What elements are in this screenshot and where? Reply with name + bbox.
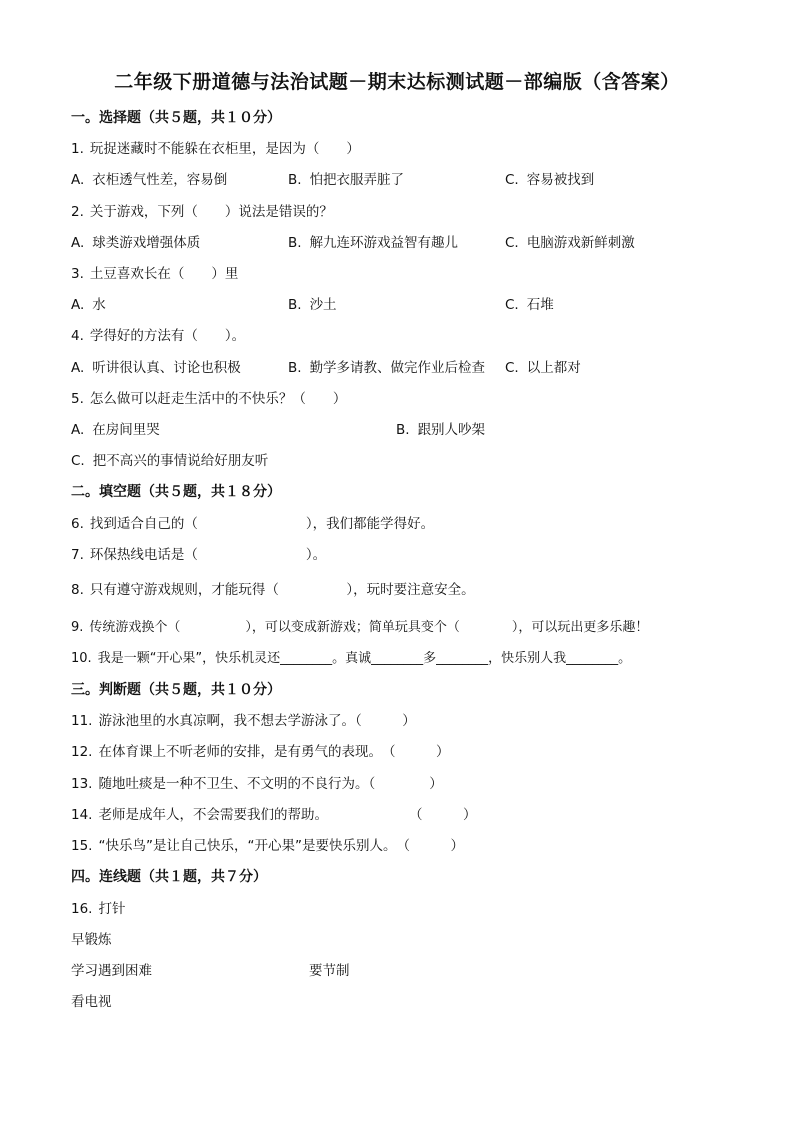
question-text: 传统游戏换个（ ），可以变成新游戏；简单玩具变个（ ），可以玩出更多乐趣！	[89, 620, 649, 635]
option-text: 容易被找到	[526, 172, 595, 188]
option-label: A.	[71, 422, 85, 438]
option-label: A.	[71, 172, 85, 188]
question-number: 11.	[71, 713, 93, 729]
option-text: 沙土	[309, 297, 337, 313]
option-3c	[505, 296, 554, 314]
question-number: 4.	[71, 328, 84, 344]
question-text: 怎么做可以赶走生活中的不快乐？（ ）	[89, 391, 347, 407]
match-left-item: 看电视	[71, 994, 112, 1010]
question-number: 13.	[71, 776, 93, 792]
match-left-item: 早锻炼	[71, 932, 112, 948]
question-text: 游泳池里的水真凉啊，我不想去学游泳了。（ ）	[98, 713, 416, 729]
option-text: 把不高兴的事情说给好朋友听	[92, 453, 269, 469]
question-number: 12.	[71, 744, 93, 760]
option-4b	[288, 359, 485, 377]
question-10	[71, 650, 631, 668]
option-5a	[71, 421, 160, 439]
question-3	[71, 265, 238, 283]
question-text: 找到适合自己的（ ），我们都能学得好。	[89, 516, 435, 532]
question-text: 只有遵守游戏规则，才能玩得（ ），玩时要注意安全。	[89, 582, 475, 598]
question-14	[71, 806, 476, 824]
question-text: “快乐鸟”是让自己快乐，“开心果”是要快乐别人。 （ ）	[98, 838, 464, 854]
section-heading-judge: 三。判断题（共５题，共１０分）	[71, 682, 281, 698]
option-label: B.	[288, 360, 302, 376]
option-label: A.	[71, 360, 85, 376]
option-text: 以上都对	[526, 360, 581, 376]
question-text: 玩捉迷藏时不能躲在衣柜里，是因为（ ）	[89, 141, 360, 157]
question-number: 2.	[71, 204, 84, 220]
option-text: 在房间里哭	[92, 422, 160, 438]
question-8	[71, 581, 475, 599]
option-4a	[71, 359, 241, 377]
question-13	[71, 775, 443, 793]
option-label: C.	[505, 360, 519, 376]
option-5b	[396, 421, 485, 439]
section-heading-fill: 二。填空题（共５题，共１８分）	[71, 484, 281, 500]
option-text: 电脑游戏新鲜刺激	[526, 235, 635, 251]
option-1b	[288, 171, 404, 189]
question-number: 10.	[71, 651, 92, 666]
option-2a	[71, 234, 200, 252]
option-3b	[288, 296, 337, 314]
option-2b	[288, 234, 458, 252]
question-1	[71, 140, 360, 158]
option-label: C.	[505, 235, 519, 251]
option-label: C.	[505, 172, 519, 188]
question-16	[71, 900, 125, 918]
option-text: 怕把衣服弄脏了	[309, 172, 405, 188]
question-number: 8.	[71, 582, 84, 598]
option-label: C.	[71, 453, 85, 469]
option-3a	[71, 296, 106, 314]
match-left-item: 打针	[98, 901, 126, 917]
option-text: 听讲很认真、讨论也积极	[92, 360, 241, 376]
section-heading-choice: 一。选择题（共５题，共１０分）	[71, 110, 281, 126]
question-number: 1.	[71, 141, 84, 157]
question-text: 土豆喜欢长在（ ）里	[89, 266, 239, 282]
question-number: 14.	[71, 807, 93, 823]
match-right-item: 要节制	[309, 963, 350, 979]
option-1c	[505, 171, 594, 189]
question-text: 随地吐痰是一种不卫生、不文明的不良行为。（ ）	[98, 776, 443, 792]
question-9	[71, 619, 648, 637]
option-text: 衣柜透气性差，容易倒	[92, 172, 228, 188]
question-number: 16.	[71, 901, 93, 917]
question-6	[71, 515, 434, 533]
option-label: B.	[288, 172, 302, 188]
question-number: 7.	[71, 547, 84, 563]
option-label: B.	[288, 235, 302, 251]
option-5c	[71, 452, 268, 470]
question-4	[71, 327, 245, 345]
question-15	[71, 837, 464, 855]
question-7	[71, 546, 326, 564]
question-12	[71, 743, 449, 761]
option-text: 球类游戏增强体质	[92, 235, 201, 251]
option-text: 石堆	[526, 297, 554, 313]
question-text: 我是一颗“开心果”，快乐机灵还________。真诚________多________，快乐别人我________。	[97, 651, 632, 666]
option-text: 勤学多请教、做完作业后检查	[309, 360, 486, 376]
option-label: A.	[71, 297, 85, 313]
option-1a	[71, 171, 227, 189]
question-number: 9.	[71, 620, 84, 635]
section-heading-matching: 四。连线题（共１题，共７分）	[71, 869, 267, 885]
option-label: B.	[288, 297, 302, 313]
option-label: B.	[396, 422, 410, 438]
question-number: 6.	[71, 516, 84, 532]
question-number: 5.	[71, 391, 84, 407]
option-text: 跟别人吵架	[417, 422, 486, 438]
question-5	[71, 390, 346, 408]
option-2c	[505, 234, 635, 252]
question-number: 3.	[71, 266, 84, 282]
match-left-item: 学习遇到困难	[71, 963, 152, 979]
question-11	[71, 712, 416, 730]
question-text: 环保热线电话是（ ）。	[89, 547, 327, 563]
question-2	[71, 203, 333, 221]
option-label: C.	[505, 297, 519, 313]
page-title: 二年级下册道德与法治试题－期末达标测试题－部编版（含答案）	[114, 71, 680, 93]
option-text: 水	[92, 297, 106, 313]
question-number: 15.	[71, 838, 93, 854]
option-label: A.	[71, 235, 85, 251]
question-text: 老师是成年人，不会需要我们的帮助。 （ ）	[98, 807, 477, 823]
question-text: 学得好的方法有（ ）。	[89, 328, 246, 344]
question-text: 在体育课上不听老师的安排，是有勇气的表现。 （ ）	[98, 744, 450, 760]
option-text: 解九连环游戏益智有趣儿	[309, 235, 459, 251]
question-text: 关于游戏，下列（ ）说法是错误的？	[89, 204, 333, 220]
option-4c	[505, 359, 581, 377]
